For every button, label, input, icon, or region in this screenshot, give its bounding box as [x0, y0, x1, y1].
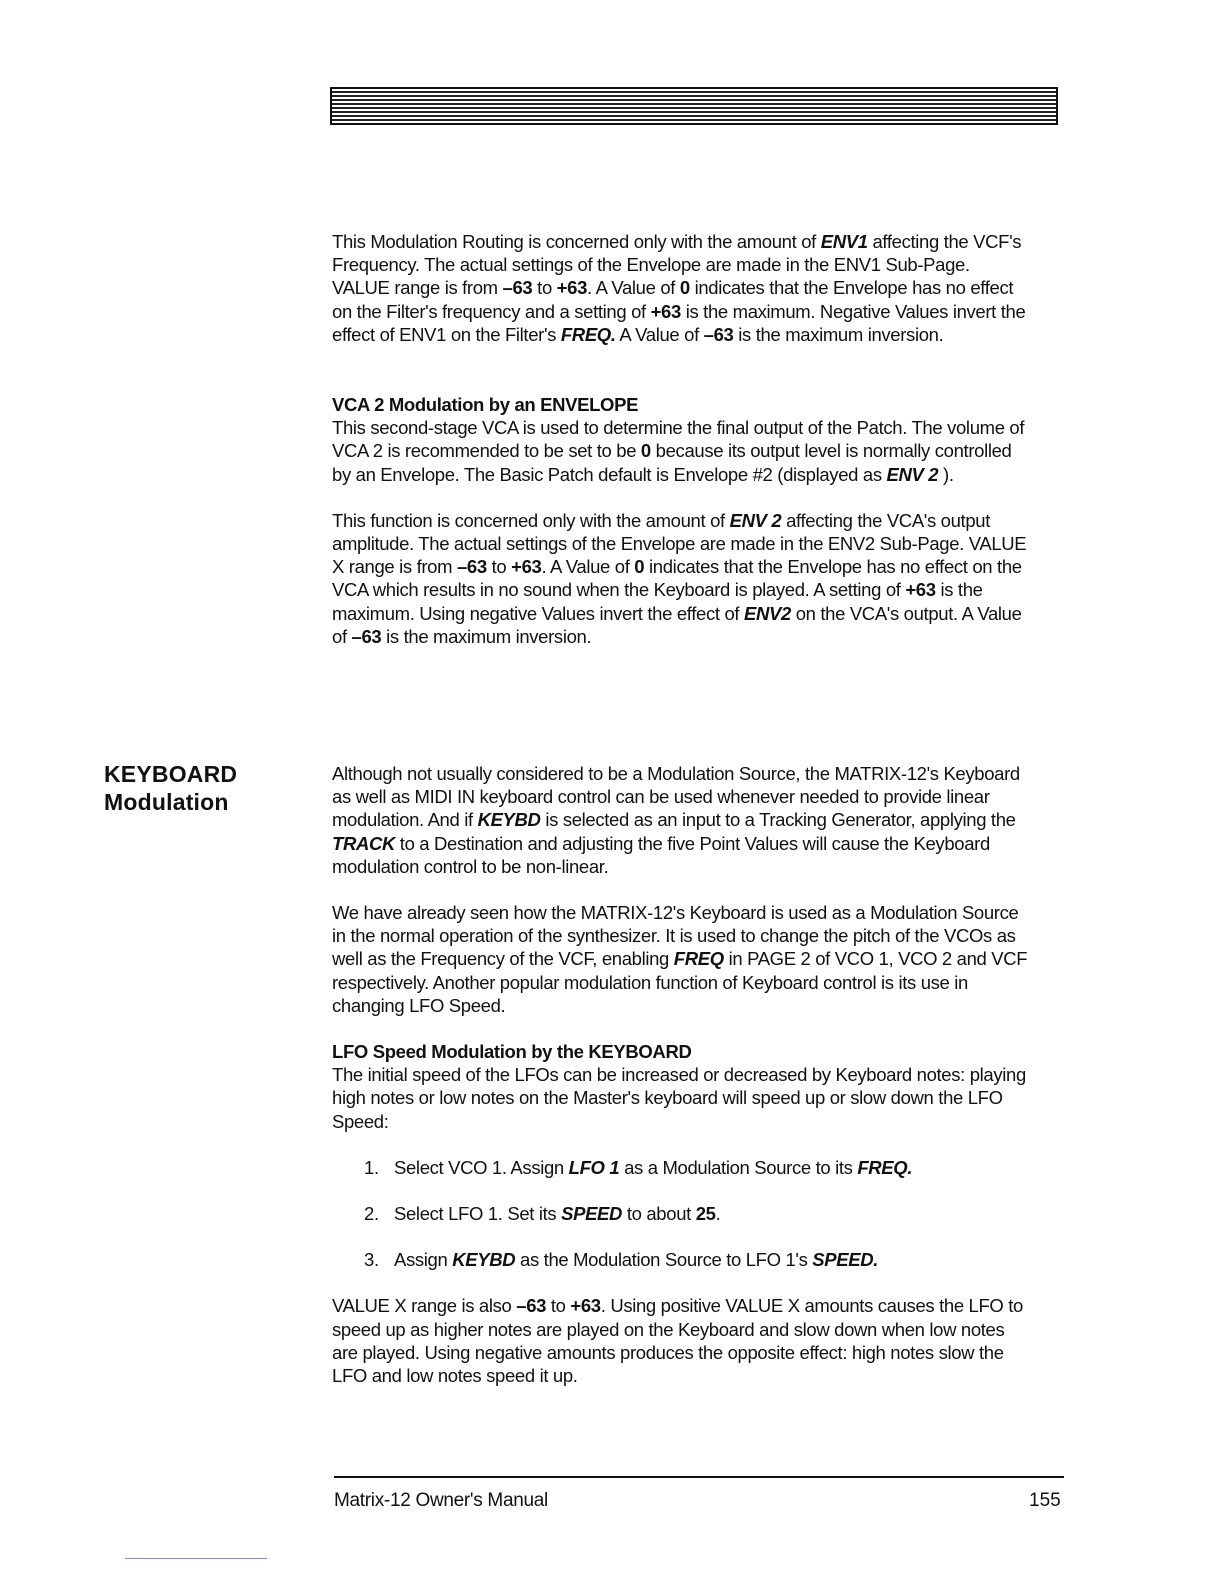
footer-manual-title: Matrix-12 Owner's Manual — [334, 1490, 548, 1511]
emph-env1: ENV1 — [820, 231, 868, 252]
scan-artifact-line — [125, 1558, 267, 1559]
footer-rule — [334, 1476, 1064, 1478]
env1-paragraph: This Modulation Routing is concerned only with the amount of ENV1 affecting the VCF's Frequency. The actual settings of the Envelope are made in the ENV1 Sub-Page. VALUE range is from –63 to +63. A Value of 0 indicates that the Envelope has no effect on the Filter's frequency and a setting of +63 is the maximum. Negative Values invert the effect of ENV1 on the Filter's FREQ. A Value of –63 is the maximum inversion. — [332, 231, 1026, 345]
page-number: 155 — [1029, 1490, 1061, 1511]
lfo-steps-list — [332, 1156, 1032, 1272]
lfo-intro: The initial speed of the LFOs can be increased or decreased by Keyboard notes: playing high notes or low notes on the Master's keyboard will speed up or slow down the LFO Speed: — [332, 1064, 1026, 1132]
list-item: 1. Select VCO 1. Assign LFO 1 as a Modulation Source to its FREQ. — [364, 1156, 913, 1178]
header-rule-bar — [330, 87, 1058, 125]
keyboard-section — [332, 762, 1032, 1017]
lfo-heading: LFO Speed Modulation by the KEYBOARD — [332, 1041, 692, 1062]
list-item: 3. Assign KEYBD as the Modulation Source to LFO 1's SPEED. — [364, 1249, 879, 1271]
vca2-section — [332, 393, 1032, 648]
lfo-section — [332, 1040, 1032, 1387]
emph-freq: FREQ. — [560, 323, 616, 345]
vca2-heading: VCA 2 Modulation by an ENVELOPE — [332, 394, 639, 415]
vca2-paragraph-1: This second-stage VCA is used to determine the final output of the Patch. The volume of VCA 2 is recommended to be set to be 0 because its output level is normally controlled by an Envelope. The Basic Patch default is Envelope #2 (displayed as ENV 2 ). — [332, 417, 1025, 485]
keyboard-modulation-margin-heading: KEYBOARD Modulation — [104, 761, 238, 815]
list-item: 2. Select LFO 1. Set its SPEED to about 25. — [364, 1203, 721, 1225]
keyboard-paragraph-2: We have already seen how the MATRIX-12's Keyboard is used as a Modulation Source in the normal operation of the synthesizer. It is used to change the pitch of the VCOs as well as the Frequency of the VCF, enabling FREQ in PAGE 2 of VCO 1, VCO 2 and VCF respectively. Another popular modulation function of Keyboard control is its use in changing LFO Speed. — [332, 902, 1028, 1016]
keyboard-paragraph-1: Although not usually considered to be a Modulation Source, the MATRIX-12's Keyboard as well as MIDI IN keyboard control can be used whenever needed to provide linear modulation. And if KEYBD is selected as an input to a Tracking Generator, applying the TRACK to a Destination and adjusting the five Point Values will cause the Keyboard modulation control to be non-linear. — [332, 763, 1020, 877]
lfo-closing-paragraph: VALUE X range is also –63 to +63. Using positive VALUE X amounts causes the LFO to speed up as higher notes are played on the Keyboard and slow down when low notes are played. Using negative amounts produces the opposite effect: high notes slow the LFO and low notes speed it up. — [332, 1295, 1023, 1387]
vca2-paragraph-2: This function is concerned only with the amount of ENV 2 affecting the VCA's output amplitude. The actual settings of the Envelope are made in the ENV2 Sub-Page. VALUE X range is from –63 to +63. A Value of 0 indicates that the Envelope has no effect on the VCA which results in no sound when the Keyboard is played. A setting of +63 is the maximum. Using negative Values invert the effect of ENV2 on the VCA's output. A Value of –63 is the maximum inversion. — [332, 509, 1027, 647]
